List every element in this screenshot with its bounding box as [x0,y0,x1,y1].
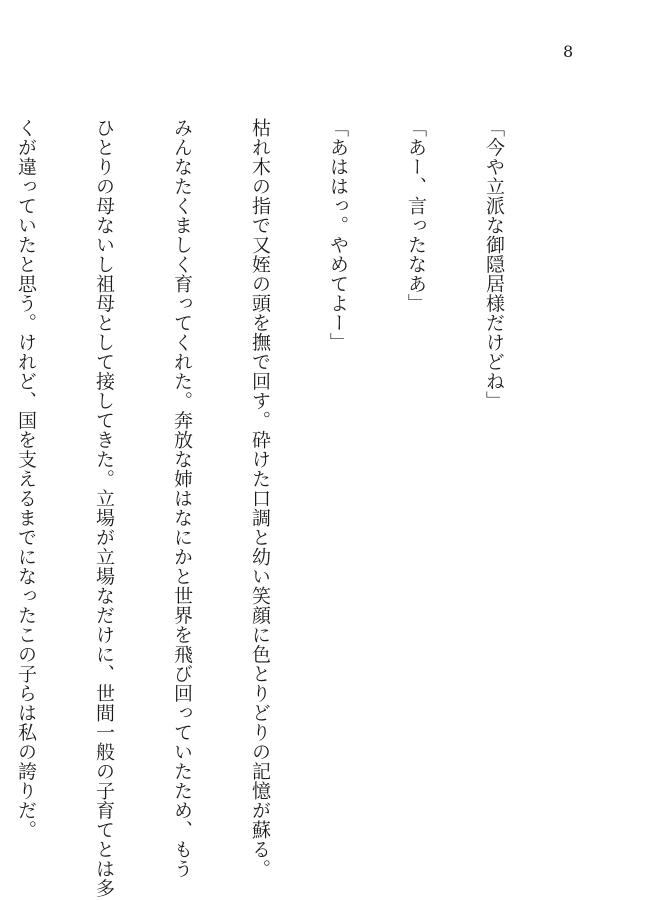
text-line: みんなたくましく育ってくれた。奔放な姉はなにかと世界を飛び回っていたため、もう [171,118,193,879]
page-number: 8 [563,42,574,61]
text-line: 「今や立派な御隠居様だけどね」 [483,118,505,411]
text-line: 「あははっ。やめてよー」 [327,118,349,352]
text-line: くが違っていたと思う。けれど、国を支えるまでになったこの子らは私の誇りだ。 [15,118,37,840]
vertical-text-body [0,118,559,898]
text-line: ひとりの母ないし祖母として接してきた。立場が立場なだけに、世間一般の子育てとは多 [93,118,115,898]
text-line: 枯れ木の指で又姪の頭を撫で回す。砕けた口調と幼い笑顔に色とりどりの記憶が蘇る。 [249,118,271,879]
text-line: 「あー、言ったなあ」 [405,118,427,313]
